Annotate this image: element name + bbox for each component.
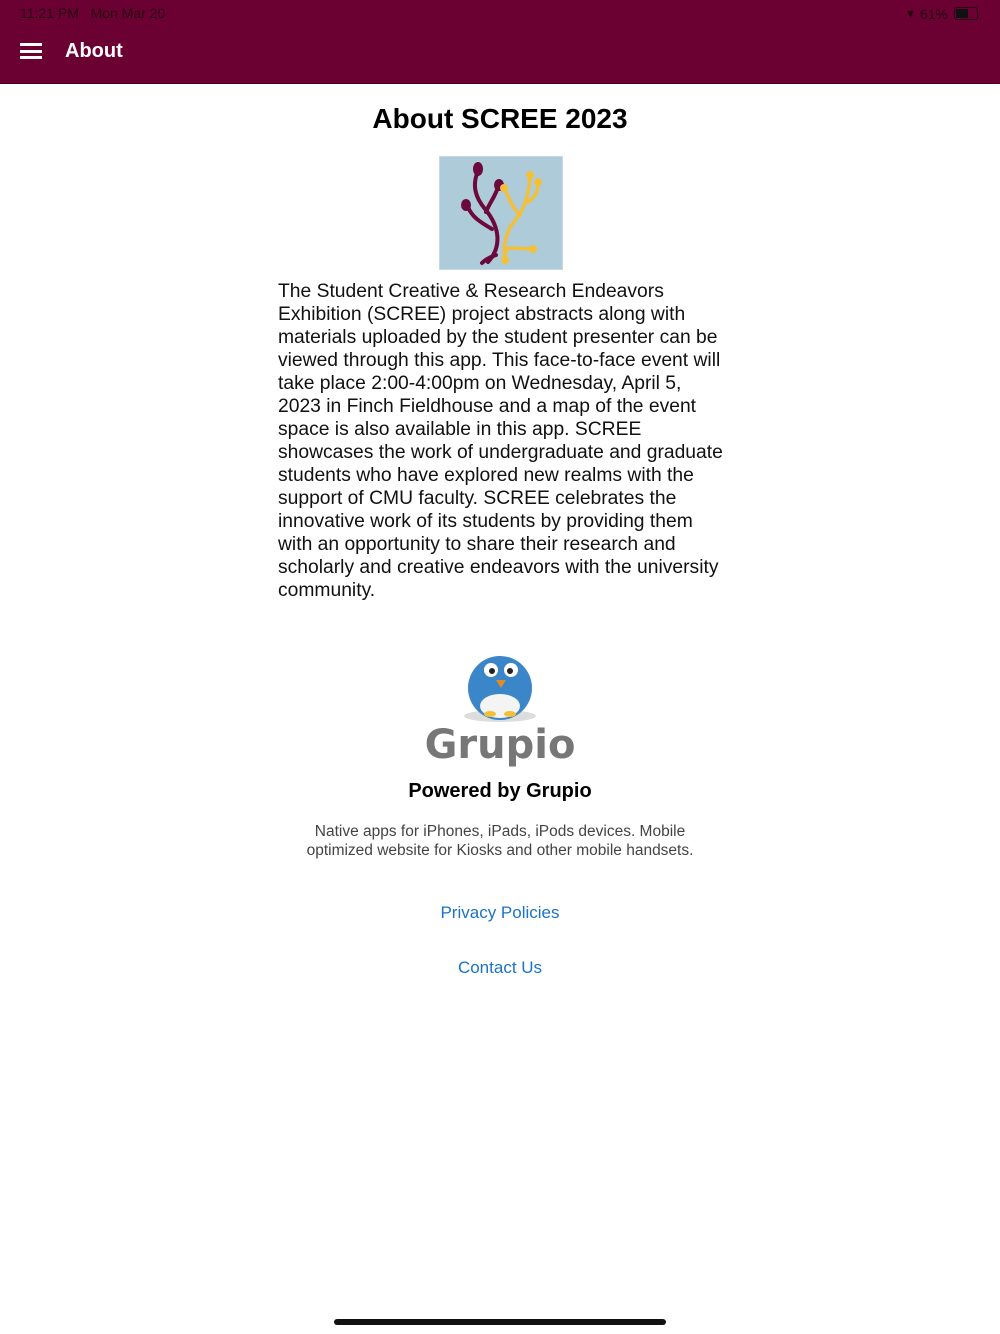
- svg-text:Grupio: Grupio: [424, 722, 576, 768]
- top-bar: [0, 0, 1000, 84]
- grupio-logo: [420, 648, 580, 768]
- privacy-policies-link[interactable]: Privacy Policies: [440, 903, 560, 922]
- native-apps-text: Native apps for iPhones, iPads, iPods devices. Mobile optimized website for Kiosks and other mobile handsets.: [306, 823, 694, 859]
- page-title: About: [65, 40, 123, 62]
- about-heading: About SCREE 2023: [372, 103, 628, 134]
- date: Mon Mar 20: [90, 5, 166, 21]
- battery-percent: 61%: [919, 5, 948, 22]
- scree-logo: [439, 156, 563, 270]
- time: 11:21 PM: [20, 5, 79, 21]
- battery-icon: [954, 7, 978, 20]
- event-description: The Student Creative & Research Endeavors Exhibition (SCREE) project abstracts along with materials uploaded by the student presenter can be viewed through this app. This face-to-face event will take place 2:00-4:00pm on Wednesday, April 5, 2023 in Finch Fieldhouse and a map of the event space is also available in this app. SCREE showcases the work of undergraduate and graduate students who have explored new realms with the support of CMU faculty. SCREE celebrates the innovative work of its students by providing them with an opportunity to share their research and scholarly and creative endeavors with the university community.: [278, 281, 723, 601]
- status-right: [907, 5, 978, 22]
- hamburger-menu-icon[interactable]: [20, 43, 42, 59]
- home-indicator[interactable]: [334, 1319, 666, 1325]
- powered-by: Powered by Grupio: [408, 780, 592, 802]
- wifi-icon: ▾: [906, 5, 914, 21]
- status-time: [20, 5, 165, 21]
- contact-us-link[interactable]: Contact Us: [457, 958, 543, 977]
